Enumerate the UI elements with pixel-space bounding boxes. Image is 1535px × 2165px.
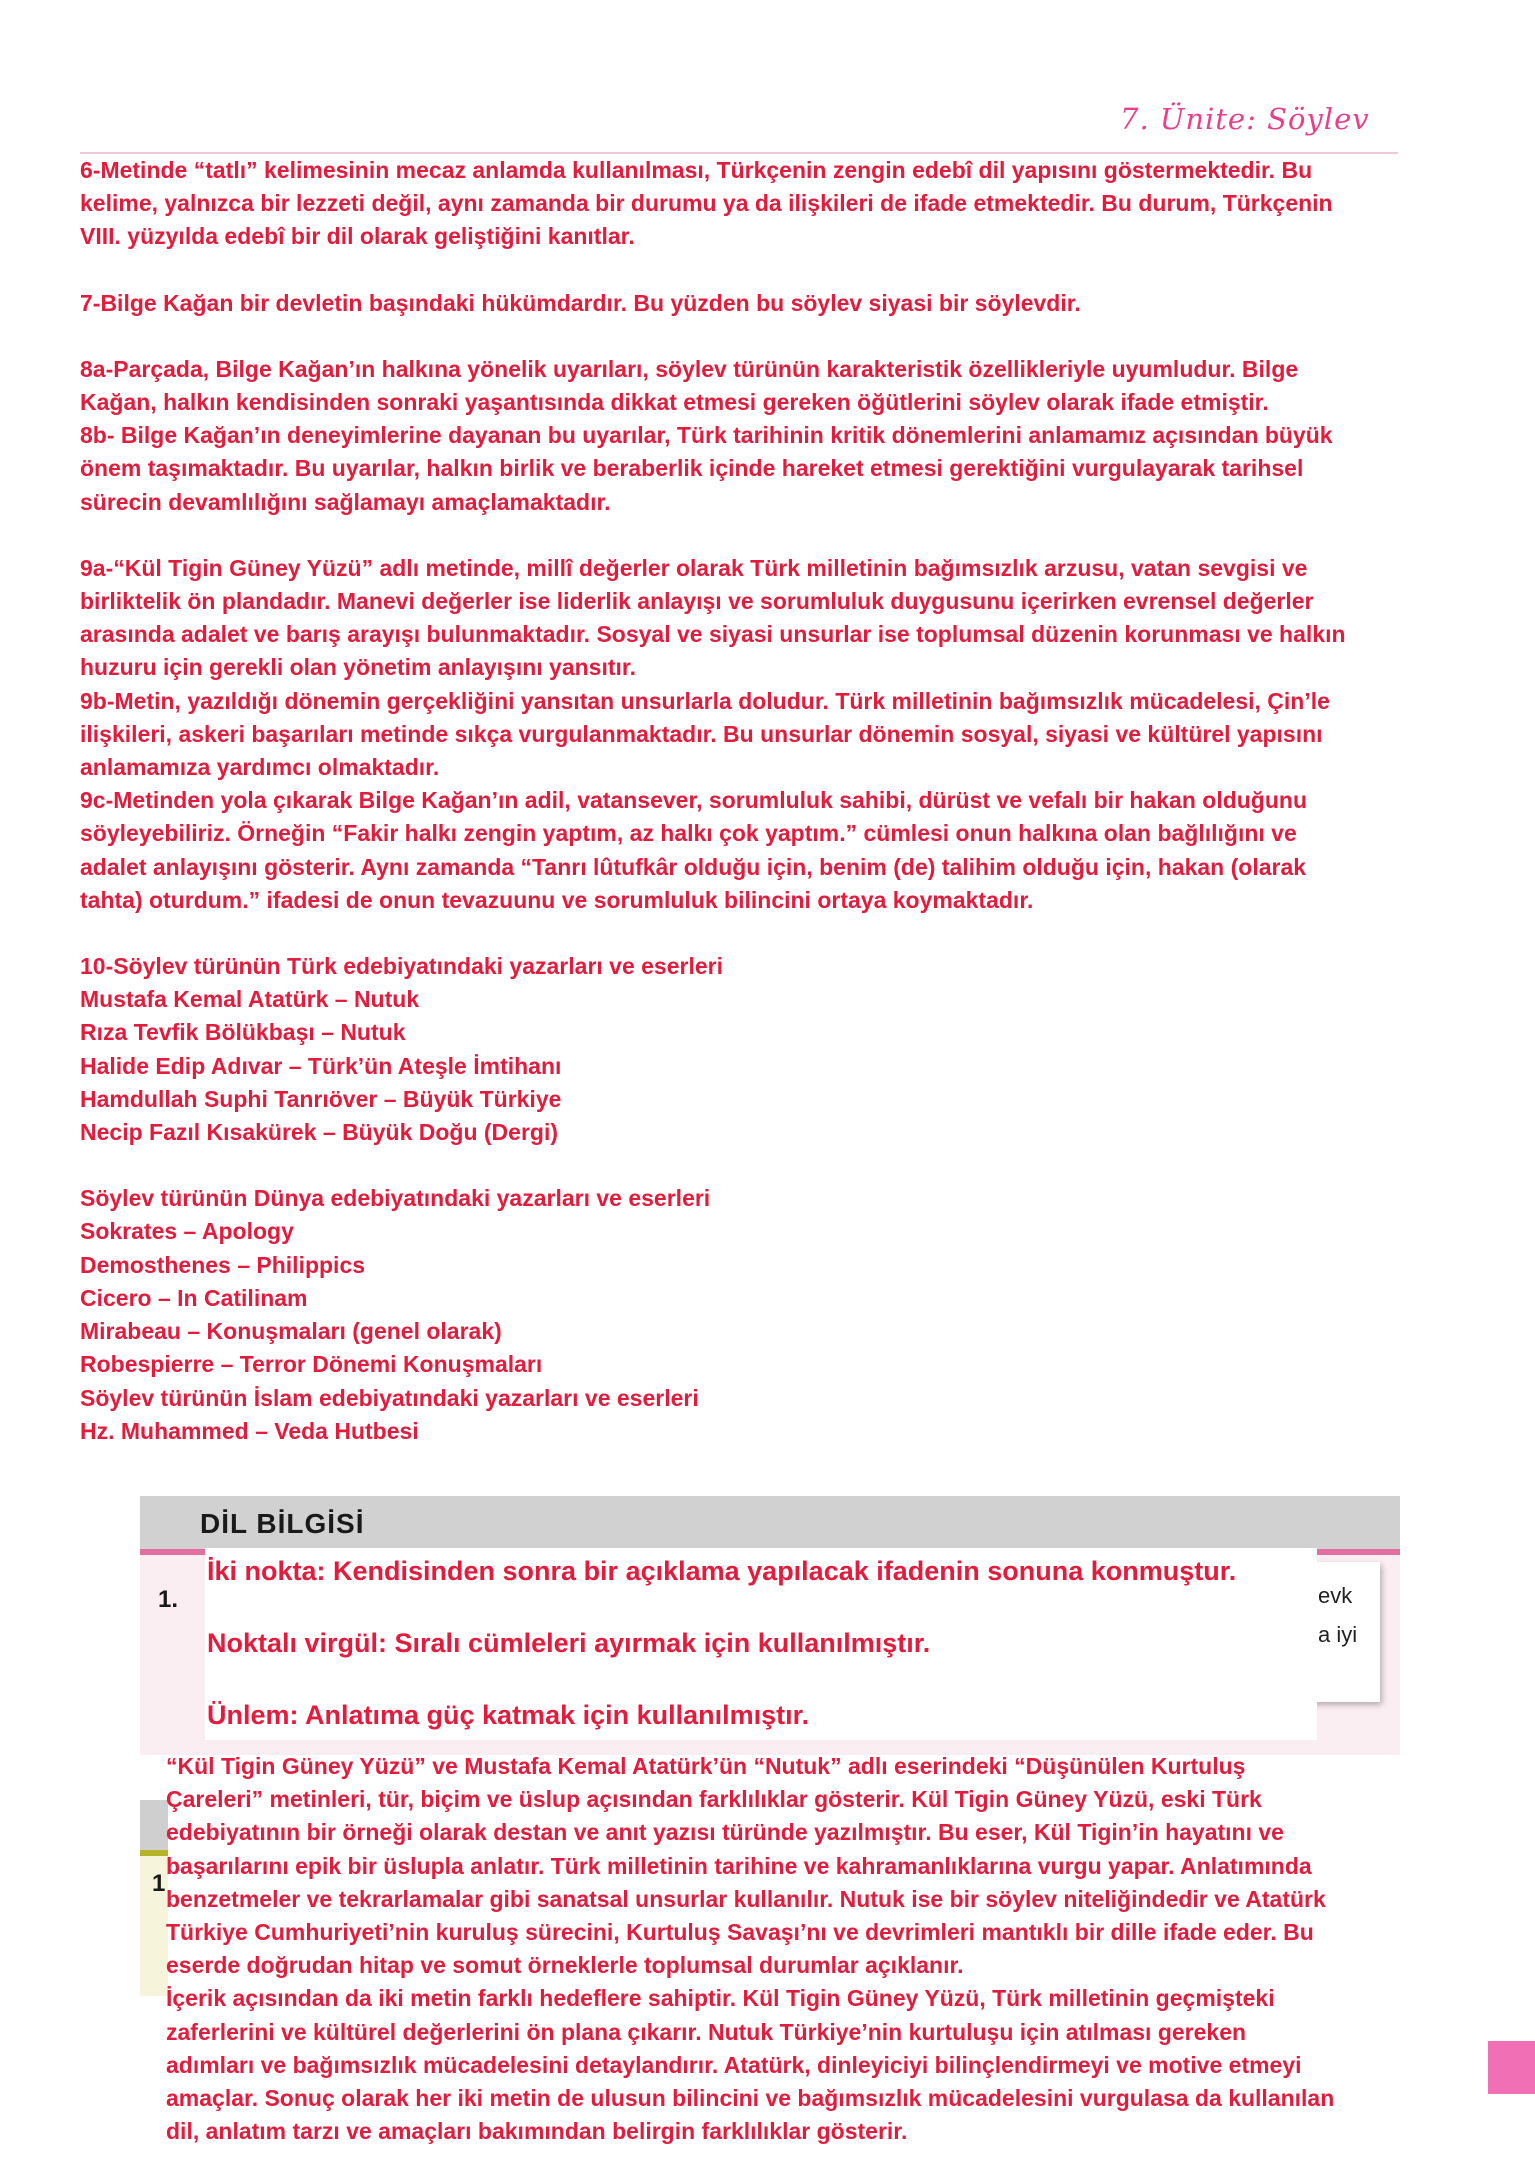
essay-line: Çareleri” metinleri, tür, biçim ve üslup açısından farklılıklar gösterir. Kül Tigin Güney Yüzü, eski Türk <box>166 1786 1262 1813</box>
essay-line: edebiyatının bir örneği olarak destan ve anıt yazısı türünde yazılmıştır. Bu eser, Kül Tigin’in hayatını ve <box>166 1819 1284 1846</box>
essay-line: benzetmeler ve tekrarlamalar gibi sanatsal unsurlar kullanılır. Nutuk ise bir söylev niteliğindedir ve Atatürk <box>166 1885 1326 1912</box>
essay-line: “Kül Tigin Güney Yüzü” ve Mustafa Kemal Atatürk’ün “Nutuk” adlı eserindeki “Düşünülen Kurtuluş <box>166 1753 1246 1779</box>
answer-10-line: Mustafa Kemal Atatürk – Nutuk <box>80 986 420 1013</box>
answer-9-line: birliktelik ön plandadır. Manevi değerler ise liderlik anlayışı ve sorumluluk duygusunu içerirken evrensel değerler <box>80 588 1314 615</box>
answer-9-line: tahta) oturdum.” ifadesi de onun tevazuunu ve sorumluluk bilincini ortaya koymaktadır. <box>80 886 1034 913</box>
answer-9-line: anlamamıza yardımcı olmaktadır. <box>80 754 440 781</box>
answer-10-line: Rıza Tevfik Bölükbaşı – Nutuk <box>80 1019 406 1046</box>
answer-10-line: 10-Söylev türünün Türk edebiyatındaki yazarları ve eserleri <box>80 953 723 980</box>
essay-line: Türkiye Cumhuriyeti’nin kuruluş sürecini, Kurtuluş Savaşı’nı ve devrimleri mantıklı bir dille ifade eder. Bu <box>166 1919 1314 1946</box>
essay-line: dil, anlatım tarzı ve amaçları bakımından belirgin farklılıklar gösterir. <box>166 2118 908 2145</box>
answer-10-world-line: Söylev türünün İslam edebiyatındaki yazarları ve eserleri <box>80 1384 699 1411</box>
answer-8-line: Kağan, halkın kendisinden sonraki yaşantısında dikkat etmesi gereken öğütlerini söylev olarak ifade etmiştir. <box>80 389 1269 416</box>
answer-8-line: sürecin devamlılığını sağlamayı amaçlamaktadır. <box>80 488 611 515</box>
answer-9-line: huzuru için gerekli olan yönetim anlayışını yansıtır. <box>80 654 636 681</box>
essay-line: İçerik açısından da iki metin farklı hedeflere sahiptir. Kül Tigin Güney Yüzü, Türk milletinin geçmişteki <box>166 1985 1275 2012</box>
answers-section <box>80 154 1520 1448</box>
background-text: evk <box>1318 1583 1353 1608</box>
answer-9-line: adalet anlayışını gösterir. Aynı zamanda “Tanrı lûtufkâr olduğu için, benim (de) talihim olduğu için, hakan (olarak <box>80 853 1307 880</box>
answer-9-line: 9c-Metinden yola çıkarak Bilge Kağan’ın adil, vatansever, sorumluluk sahibi, dürüst ve vefalı bir hakan olduğunu <box>80 787 1308 814</box>
answer-10-line: Hamdullah Suphi Tanrıöver – Büyük Türkiye <box>80 1085 562 1112</box>
answer-10-world-line: Cicero – In Catilinam <box>80 1284 308 1311</box>
answer-8-line: 8a-Parçada, Bilge Kağan’ın halkına yönelik uyarıları, söylev türünün karakteristik özellikleriyle uyumludur. Bilge <box>80 355 1299 382</box>
answer-10-world-line: Hz. Muhammed – Veda Hutbesi <box>80 1417 419 1444</box>
answer-6-line: VIII. yüzyılda edebî bir dil olarak geliştiğini kanıtlar. <box>80 223 635 250</box>
essay-line: amaçlar. Sonuç olarak her iki metin de ulusun bilincini ve bağımsızlık mücadelesini vurgulasa da kullanılan <box>166 2085 1335 2112</box>
dil-bilgisi-answer-card <box>205 1548 1317 1740</box>
question-number: 1. <box>158 1586 179 1613</box>
answer-9-line: söyleyebiliriz. Örneğin “Fakir halkı zengin yaptım, az halkı çok yaptım.” cümlesi onun halkına olan bağlılığını ve <box>80 820 1297 847</box>
answer-9-line: 9a-“Kül Tigin Güney Yüzü” adlı metinde, millî değerler olarak Türk milletinin bağımsızlık arzusu, vatan sevgisi ve <box>80 554 1308 581</box>
answer-10-world-line: Robespierre – Terror Dönemi Konuşmaları <box>80 1351 543 1378</box>
answer-10-line: Necip Fazıl Kısakürek – Büyük Doğu (Dergi) <box>80 1119 559 1146</box>
answer-6-line: kelime, yalnızca bir lezzeti değil, aynı zamanda bir durumu ya da ilişkileri de ifade etmektedir. Bu durum, Türkçenin <box>80 190 1333 217</box>
answer-8-line: önem taşımaktadır. Bu uyarılar, halkın birlik ve beraberlik içinde hareket etmesi gerektiğini vurgulayarak tarihsel <box>80 455 1304 482</box>
answer-10-line: Halide Edip Adıvar – Türk’ün Ateşle İmtihanı <box>80 1052 562 1079</box>
side-question-number: 1 <box>152 1870 166 1897</box>
unit-title: 7. Ünite: Söylev <box>1120 102 1370 136</box>
background-text: a iyi <box>1318 1622 1358 1647</box>
answer-10-world-line: Söylev türünün Dünya edebiyatındaki yazarları ve eserleri <box>80 1185 711 1212</box>
essay-line: başarılarını epik bir üslupla anlatır. Türk milletinin tarihine ve kahramanlıklarına vurgu yapar. Anlatımında <box>166 1852 1312 1879</box>
essay-line: adımları ve bağımsızlık mücadelesini detaylandırır. Atatürk, dinleyiciyi bilinçlendirmeyi ve motive etmeyi <box>166 2051 1302 2078</box>
answer-10-world-line: Demosthenes – Philippics <box>80 1251 366 1278</box>
answer-7-line: 7-Bilge Kağan bir devletin başındaki hükümdardır. Bu yüzden bu söylev siyasi bir söylevdir. <box>80 289 1081 316</box>
essay-line: eserde doğrudan hitap ve somut örneklerle toplumsal durumlar açıklanır. <box>166 1952 964 1979</box>
page-edge-tab <box>1488 2041 1535 2094</box>
essay-line: zaferlerini ve kültürel değerlerini ön plana çıkarır. Nutuk Türkiye’nin kurtuluşu için atılması gereken <box>166 2018 1247 2045</box>
answer-10-world-line: Sokrates – Apology <box>80 1218 294 1245</box>
answer-8-line: 8b- Bilge Kağan’ın deneyimlerine dayanan bu uyarılar, Türk tarihinin kritik dönemlerini anlamamız açısından büyük <box>80 422 1333 449</box>
answer-semicolon: Noktalı virgül: Sıralı cümleleri ayırmak için kullanılmıştır. <box>207 1628 931 1658</box>
dil-bilgisi-header <box>140 1496 1400 1549</box>
side-strip <box>140 1800 168 1850</box>
answer-exclamation: Ünlem: Anlatıma güç katmak için kullanılmıştır. <box>207 1700 810 1730</box>
answer-9-line: arasında adalet ve barış arayışı bulunmaktadır. Sosyal ve siyasi unsurlar ise toplumsal düzenin korunması ve halkın <box>80 621 1346 648</box>
answer-9-line: ilişkileri, askeri başarıları metinde sıkça vurgulanmaktadır. Bu unsurlar dönemin sosyal, siyasi ve kültürel yapısını <box>80 720 1323 747</box>
answer-6-line: 6-Metinde “tatlı” kelimesinin mecaz anlamda kullanılması, Türkçenin zengin edebî dil yapısını göstermektedir. Bu <box>80 157 1313 183</box>
dil-bilgisi-title: DİL BİLGİSİ <box>200 1508 365 1539</box>
answer-10-world-line: Mirabeau – Konuşmaları (genel olarak) <box>80 1318 502 1345</box>
answer-9-line: 9b-Metin, yazıldığı dönemin gerçekliğini yansıtan unsurlarla doludur. Türk milletinin bağımsızlık mücadelesi, Çin’le <box>80 687 1330 714</box>
comparison-essay <box>166 1750 1506 2148</box>
answer-colon: İki nokta: Kendisinden sonra bir açıklama yapılacak ifadenin sonuna konmuştur. <box>207 1556 1237 1586</box>
